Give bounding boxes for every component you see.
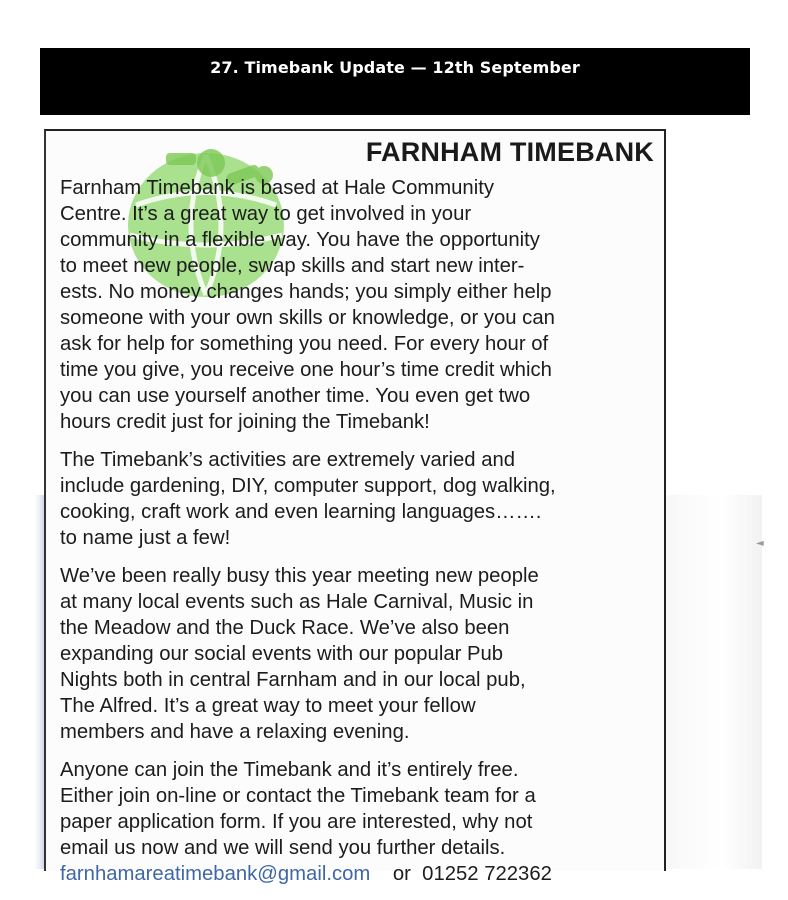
contact-separator: or <box>392 863 411 885</box>
paragraph-events: We’ve been really busy this year meeting new people at many local events such as Hale Carnival, Music in the Meadow and the Duck Race. We’ve also been expanding our social events with our popular Pub Nights both in central Farnham and in our local pub, The Alfred. It’s a great way to meet your fellow members and have a relaxing evening. <box>60 565 539 743</box>
header-banner <box>40 48 750 115</box>
email-link[interactable]: farnhamareatimebank@gmail.com <box>60 863 371 885</box>
scan-mark-icon: ◄ <box>756 538 764 549</box>
banner-title: 27. Timebank Update — 12th September <box>210 58 580 77</box>
paragraph-activities: The Timebank’s activities are extremely varied and include gardening, DIY, computer support, dog walking, cooking, craft work and even learning languages……. to name just a few! <box>60 449 556 549</box>
article-body <box>60 175 660 887</box>
article-heading: FARNHAM TIMEBANK <box>365 137 654 167</box>
newsletter-clipping <box>44 129 666 885</box>
paragraph-join: Anyone can join the Timebank and it’s entirely free. Either join on-line or contact the Timebank team for a paper application form. If you are interested, why not email us now and we will send you further details. <box>60 759 536 859</box>
paragraph-intro: Farnham Timebank is based at Hale Community Centre. It’s a great way to get involved in your community in a flexible way. You have the opportunity to meet new people, swap skills and start new inter- ests. No money changes hands; you simply either help someone with your own skills or knowledge, or you can ask for help for something you need. For every hour of time you give, you receive one hour’s time credit which you can use yourself another time. You even get two hours credit just for joining the Timebank! <box>60 177 555 433</box>
contact-line <box>60 861 660 887</box>
scan-left-edge <box>34 495 44 869</box>
scan-right-edge <box>662 495 762 869</box>
phone-number: 01252 722362 <box>422 863 552 885</box>
